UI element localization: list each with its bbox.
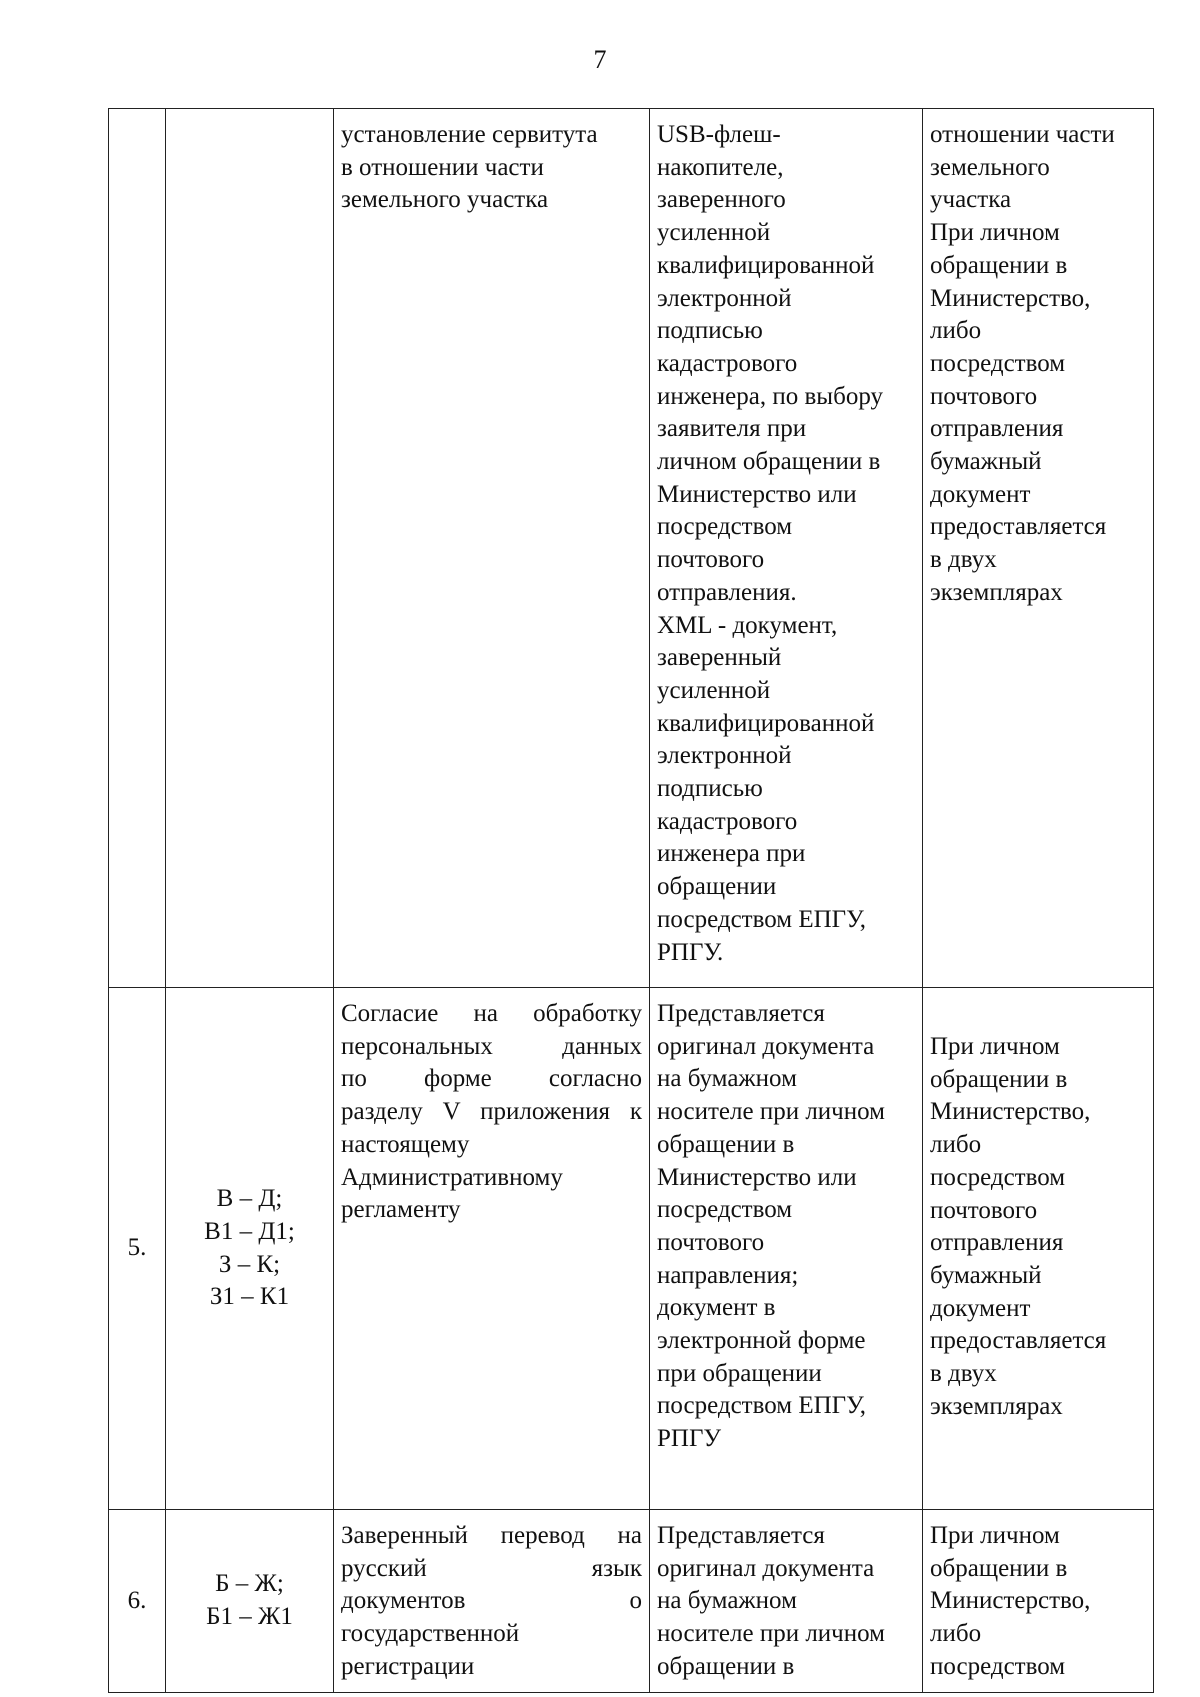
submission-form-cell: Представляется оригинал документа на бумажном носителе при личном обращении в Министерство или посредством почтового направления; документ в электронной форме при обращении посредством ЕПГУ, РПГУ <box>650 988 923 1510</box>
row-number-cell: 5. <box>109 988 166 1510</box>
requirements-table <box>108 108 1154 1693</box>
notes-cell: При личном обращении в Министерство, либо посредством почтового отправления бумажный документ предоставляется в двух экземплярах <box>923 988 1154 1510</box>
document-name-cell: Согласие на обработку персональных данных по форме согласно разделу V приложения к настоящему Административному регламенту <box>334 988 650 1510</box>
document-name-cell: Заверенный перевод на русский язык документов о государственной регистрации <box>334 1510 650 1693</box>
table-row <box>109 1510 1154 1693</box>
row-number-cell <box>109 109 166 988</box>
notes-cell: отношении части земельного участка При личном обращении в Министерство, либо посредством почтового отправления бумажный документ предоставляется в двух экземплярах <box>923 109 1154 988</box>
document-name-cell: установление сервитута в отношении части земельного участка <box>334 109 650 988</box>
applicant-code-cell <box>166 109 334 988</box>
row-number-cell: 6. <box>109 1510 166 1693</box>
table-row <box>109 109 1154 988</box>
applicant-code-cell: В – Д; В1 – Д1; З – К; З1 – К1 <box>166 988 334 1510</box>
submission-form-cell: USB-флеш- накопителе, заверенного усиленной квалифицированной электронной подписью кадастрового инженера, по выбору заявителя при личном обращении в Министерство или посредством почтового отправления. XML - документ, заверенный усиленной квалифицированной электронной подписью кадастрового инженера при обращении посредством ЕПГУ, РПГУ. <box>650 109 923 988</box>
notes-cell: При личном обращении в Министерство, либо посредством <box>923 1510 1154 1693</box>
applicant-code-cell: Б – Ж; Б1 – Ж1 <box>166 1510 334 1693</box>
submission-form-cell: Представляется оригинал документа на бумажном носителе при личном обращении в <box>650 1510 923 1693</box>
table-row <box>109 988 1154 1510</box>
page-number: 7 <box>593 45 607 74</box>
